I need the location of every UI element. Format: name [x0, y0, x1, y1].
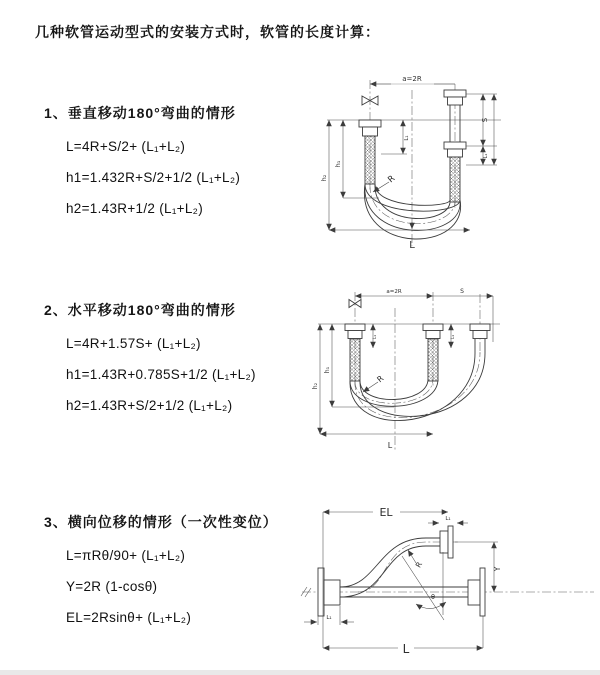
dim-h2 [312, 324, 320, 434]
dim-l1-left [381, 120, 410, 154]
svg-text:EL: EL [379, 506, 393, 519]
svg-text:L: L [402, 642, 410, 656]
dim-el [323, 506, 451, 648]
section-1-heading: 1、垂直移动180°弯曲的情形 [44, 105, 236, 121]
svg-text:h₁: h₁ [334, 160, 342, 168]
radius-callout [373, 174, 397, 192]
svg-text:θ: θ [431, 593, 435, 601]
svg-text:S: S [460, 288, 464, 295]
svg-text:Y: Y [493, 566, 502, 572]
dim-l1-top [428, 516, 468, 523]
svg-text:h₁: h₁ [324, 366, 331, 374]
svg-text:L₁: L₁ [451, 334, 456, 340]
dim-l1-middle [450, 324, 456, 348]
diagram-horizontal-180-bend [310, 282, 600, 460]
right-flange [468, 568, 485, 616]
section-1-formula-h2: h2=1.43R+1/2 (L₁+L₂) [66, 201, 204, 216]
dim-a-2r [370, 75, 455, 84]
dim-l1-left [372, 324, 378, 348]
svg-text:R: R [386, 173, 398, 186]
svg-text:L₁: L₁ [326, 615, 332, 621]
svg-text:L₁: L₁ [445, 516, 451, 522]
dim-h2 [320, 120, 329, 230]
section-1-formula-L: L=4R+S/2+ (L₁+L₂) [66, 139, 186, 154]
section-3-formula-EL: EL=2Rsinθ+ (L₁+L₂) [66, 610, 192, 625]
dim-s-right [466, 94, 497, 165]
offset-hose-position [340, 538, 440, 597]
section-3-heading: 3、横向位移的情形（一次性变位） [44, 514, 278, 530]
svg-text:L: L [387, 441, 393, 450]
top-flange [440, 526, 453, 558]
dim-a-2r [355, 288, 493, 342]
hose-bend-curves [364, 184, 460, 239]
svg-text:L: L [409, 240, 415, 251]
section-2-formula-L: L=4R+1.57S+ (L₁+L₂) [66, 336, 201, 351]
section-3 [44, 512, 278, 625]
braided-hose-left [365, 136, 375, 184]
section-1 [44, 103, 240, 216]
diagram-vertical-180-bend [315, 70, 595, 262]
section-2-formula-h2: h2=1.43R+S/2+1/2 (L₁+L₂) [66, 398, 233, 413]
dim-l1-bottom-left [304, 606, 354, 625]
svg-text:R: R [413, 560, 425, 570]
hose-bend-curves [350, 339, 485, 421]
svg-text:L₁: L₁ [404, 135, 410, 141]
svg-text:R: R [375, 373, 386, 385]
svg-text:L₁: L₁ [483, 153, 489, 159]
dim-a-2r-label: a=2R [402, 75, 422, 83]
radius-callout [408, 550, 424, 569]
page-title: 几种软管运动型式的安装方式时，软管的长度计算： [35, 24, 380, 40]
section-3-formula-L: L=πRθ/90+ (L₁+L₂) [66, 548, 186, 563]
svg-text:a=2R: a=2R [386, 289, 402, 295]
dim-l-bottom [320, 434, 433, 450]
section-2-formula-h1: h1=1.43R+0.785S+1/2 (L₁+L₂) [66, 367, 256, 382]
section-1-formula-h1: h1=1.432R+S/2+1/2 (L₁+L₂) [66, 170, 241, 185]
braided-hose-right [450, 157, 460, 202]
diagram-lateral-displacement [298, 500, 600, 672]
section-3-formula-Y: Y=2R (1-cosθ) [66, 579, 158, 594]
svg-text:h₂: h₂ [320, 174, 328, 182]
flanges [345, 324, 490, 381]
left-pipe-flange [359, 120, 381, 184]
centerlines [355, 292, 480, 450]
left-flange [318, 568, 340, 616]
radius-callout [363, 374, 386, 392]
svg-text:L₁: L₁ [373, 334, 378, 340]
angle-theta [402, 552, 446, 620]
svg-text:S: S [481, 117, 489, 123]
svg-text:h₂: h₂ [312, 382, 319, 390]
scan-edge-shadow [0, 670, 600, 675]
section-2-heading: 2、水平移动180°弯曲的情形 [44, 302, 236, 318]
section-2 [44, 300, 256, 413]
